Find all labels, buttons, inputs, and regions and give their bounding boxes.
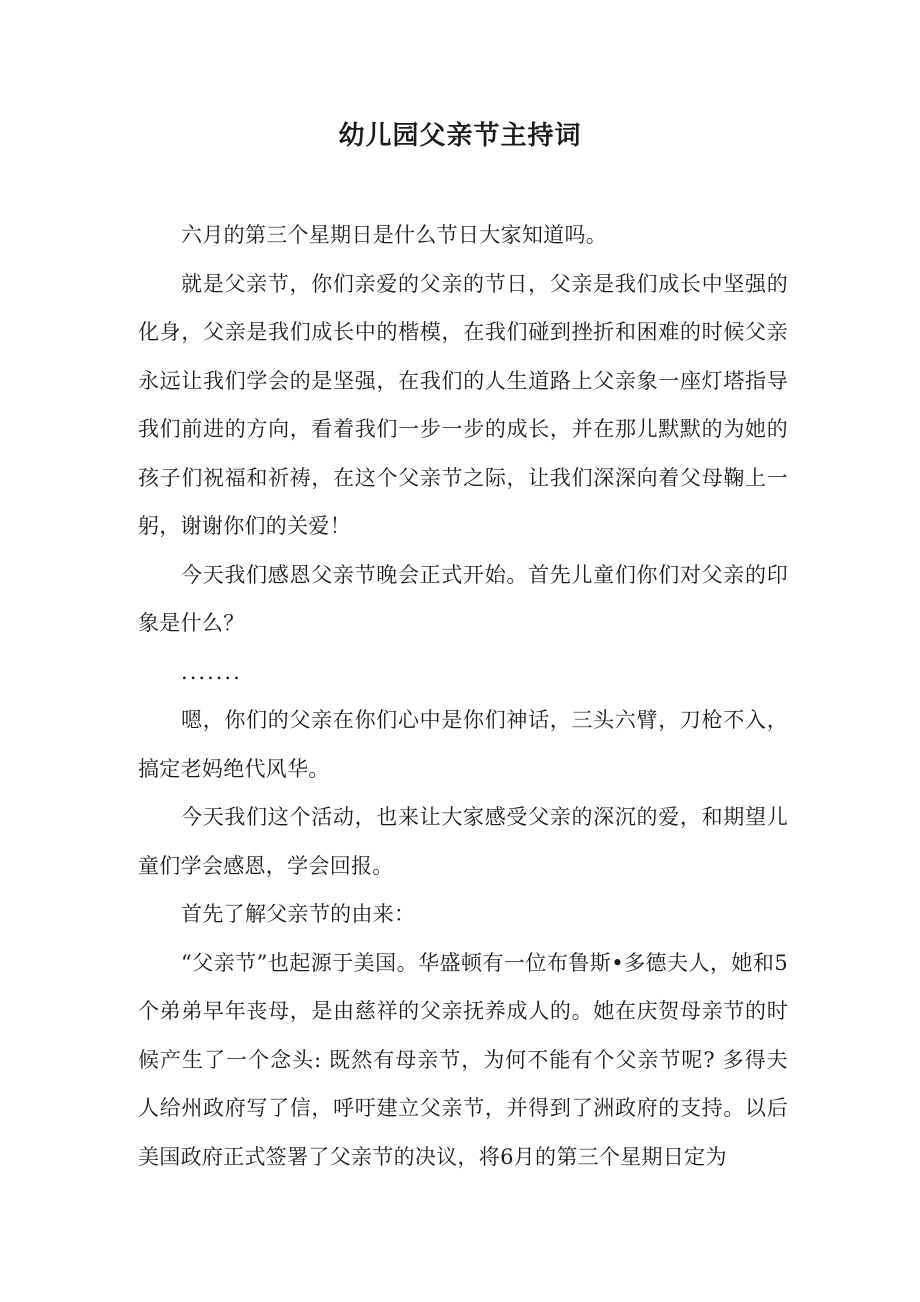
paragraph-origin-heading: 首先了解父亲节的由来： [181, 902, 416, 926]
paragraph-fathers-day-intro: 就是父亲节，你们亲爱的父亲的节日，父亲是我们成长中坚强的化身，父亲是我们成长中的楷模，在我们碰到挫折和困难的时候父亲永远让我们学会的是坚强，在我们的人生道路上父亲象一座灯塔指导我们前进的方向，看着我们一步一步的成长，并在那儿默默的为她的孩子们祝福和祈祷，在这个父亲节之际，让我们深深向着父母鞠上一躬，谢谢你们的关爱！ [138, 271, 788, 538]
paragraph-ellipsis: ....... [181, 659, 242, 684]
paragraph-question: 六月的第三个星期日是什么节日大家知道吗。 [181, 223, 608, 247]
paragraph-father-image: 嗯，你们的父亲在你们心中是你们神话，三头六臂，刀枪不入，搞定老妈绝代风华。 [138, 708, 788, 781]
document-body [138, 211, 788, 1181]
document-title: 幼儿园父亲节主持词 [338, 121, 582, 151]
paragraph-event-opening: 今天我们感恩父亲节晚会正式开始。首先儿童们你们对父亲的印象是什么？ [138, 562, 788, 635]
paragraph-activity-purpose: 今天我们这个活动，也来让大家感受父亲的深沉的爱，和期望儿童们学会感恩，学会回报。 [138, 805, 788, 878]
paragraph-origin-story: “父亲节”也起源于美国。华盛顿有一位布鲁斯•多德夫人，她和5个弟弟早年丧母，是由慈祥的父亲抚养成人的。她在庆贺母亲节的时候产生了一个念头: 既然有母亲节，为何不能有个父亲节呢? 多得夫人给州政府写了信，呼吁建立父亲节，并得到了洲政府的支持。以后美国政府正式签署了父亲节的决议，将6月的第三个星期日定为 [138, 950, 788, 1169]
